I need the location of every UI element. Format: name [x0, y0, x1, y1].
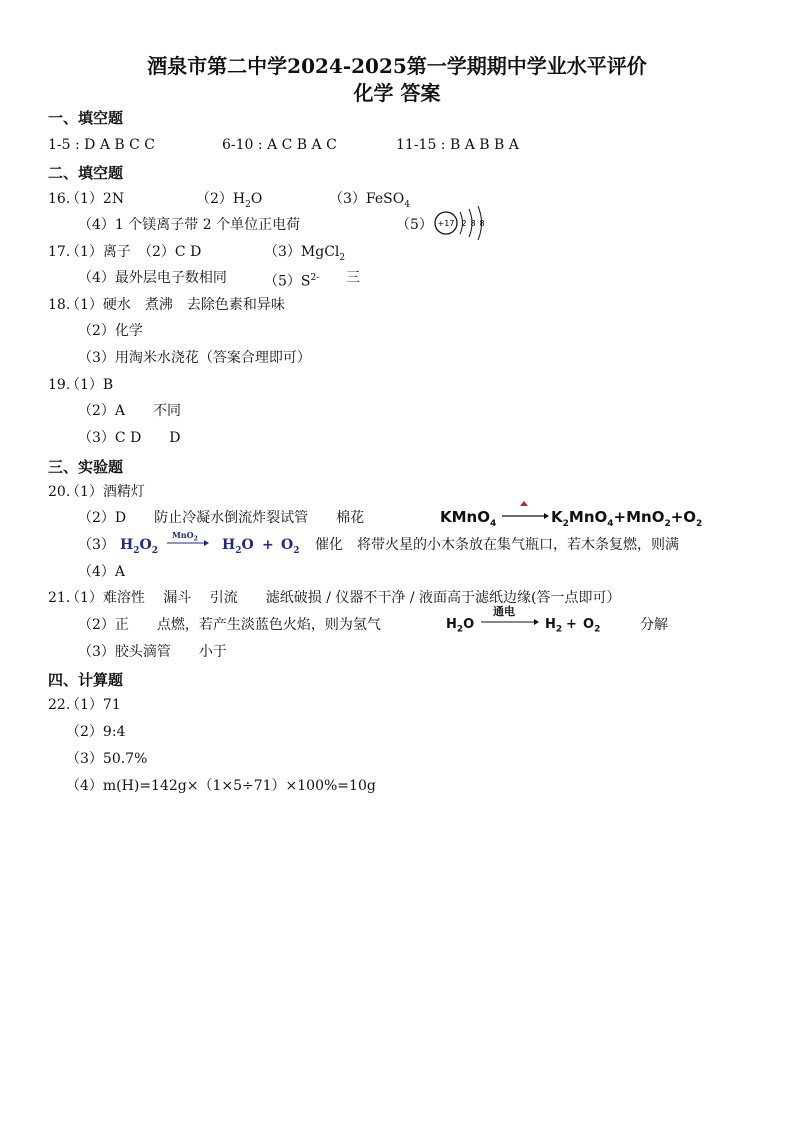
q19-part-3: （3）C D D	[78, 430, 181, 446]
eq2-catalyst-label: MnO$_2$	[172, 530, 198, 543]
q18-part-1: （1）硬水 煮沸 去除色素和异味	[66, 297, 285, 313]
q18-part-2: （2）化学	[78, 323, 143, 339]
section-heading-2: 二、填空题	[48, 164, 124, 182]
eq2-reactant: $H_2O_2$	[120, 537, 158, 556]
page-subtitle: 化学 答案	[353, 81, 441, 105]
eq2-plus: +	[262, 537, 274, 553]
question-number-19: 19.	[48, 377, 71, 393]
q19-part-1: （1）B	[66, 377, 114, 393]
q21-part-3: （3）胶头滴管 小于	[78, 644, 227, 660]
q22-part-3: （3）50.7%	[66, 751, 148, 767]
q17-part-3: （3）MgCl$_2$	[264, 244, 346, 263]
eq3-product-oxygen: $O_2$	[583, 617, 601, 635]
eq3-reactant: $H_2O$	[446, 617, 475, 635]
q20-part-3-label: （3）	[78, 537, 115, 553]
q16-part-2: $(2)H_2O$	[196, 191, 263, 210]
heat-triangle-icon	[520, 501, 528, 506]
eq3-plus: +	[566, 617, 577, 632]
question-number-17: 17.	[48, 244, 71, 260]
eq1-products: $K_2MnO_4+MnO_2+O_2$	[551, 508, 703, 529]
q20-part-2: （2）D 防止冷凝水倒流炸裂试管 棉花	[78, 510, 365, 526]
nucleus-charge-label: +17	[437, 219, 455, 228]
question-number-22: 22.	[48, 697, 71, 713]
answer-6-10: 6-10 : A C B A C	[222, 137, 337, 153]
q20-part-3-text: 催化 将带火星的小木条放在集气瓶口，若木条复燃，则满	[315, 537, 679, 553]
page-title: 酒泉市第二中学2024-2025第一学期期中学业水平评价	[147, 54, 647, 78]
section-heading-3: 三、实验题	[48, 458, 124, 476]
q17-part-5: $(5)S^{2-}$	[264, 273, 320, 290]
q16-part-5: （5）	[396, 217, 433, 233]
shell-electron-count-1: 2	[461, 219, 467, 228]
q22-part-4: （4）m(H)=142g×（1×5÷71）×100%=10g	[66, 778, 376, 794]
q21-part-2-end: 分解	[640, 617, 668, 633]
q22-part-2: （2）9:4	[66, 724, 126, 740]
question-number-20: 20.	[48, 484, 71, 500]
section-heading-1: 一、填空题	[48, 109, 124, 127]
answer-1-5: 1-5 : D A B C C	[48, 137, 156, 153]
eq2-product-water: $H_2O$	[222, 537, 254, 556]
q16-part-4: （4）1 个镁离子带 2 个单位正电荷	[78, 217, 301, 233]
q17-part-1: （1）离子	[66, 244, 131, 260]
q19-part-2: （2）A 不同	[78, 403, 182, 419]
shell-electron-count-2: 8	[470, 219, 476, 228]
q21-part-2: （2）正 点燃，若产生淡蓝色火焰，则为氢气	[78, 617, 381, 633]
answer-11-15: 11-15 : B A B B A	[396, 137, 519, 153]
q17-part-4: （4）最外层电子数相同	[78, 270, 227, 286]
heat-arrow	[500, 500, 550, 524]
q22-part-1: （1）71	[66, 697, 121, 713]
catalyst-arrow	[166, 538, 210, 548]
atomic-structure-diagram	[432, 206, 492, 240]
q21-part-1: （1）难溶性 漏斗 引流 滤纸破损 / 仪器不干净 / 液面高于滤纸边缘(答一点即可）	[66, 590, 621, 606]
electrolysis-arrow	[480, 617, 540, 627]
q18-part-3: （3）用淘米水浇花（答案合理即可）	[78, 350, 311, 366]
question-number-21: 21.	[48, 590, 71, 606]
section-heading-4: 四、计算题	[48, 671, 124, 689]
q16-part-1: （1）2N	[66, 191, 125, 207]
shell-electron-count-3: 8	[479, 219, 485, 228]
eq3-condition-label: 通电	[493, 605, 515, 618]
eq2-product-oxygen: $O_2$	[281, 537, 300, 556]
question-number-18: 18.	[48, 297, 71, 313]
q20-part-1: （1）酒精灯	[66, 484, 145, 500]
q20-part-4: （4）A	[78, 564, 126, 580]
q16-part-3: （3）FeSO$_4$	[329, 191, 410, 210]
q17-part-2: （2）C D	[138, 244, 202, 260]
eq1-reactant: KMnO$_4$	[440, 508, 497, 529]
eq3-product-hydrogen: $H_2$	[545, 617, 563, 635]
question-number-16: 16.	[48, 191, 71, 207]
q17-part-5-answer: 三	[346, 270, 360, 286]
